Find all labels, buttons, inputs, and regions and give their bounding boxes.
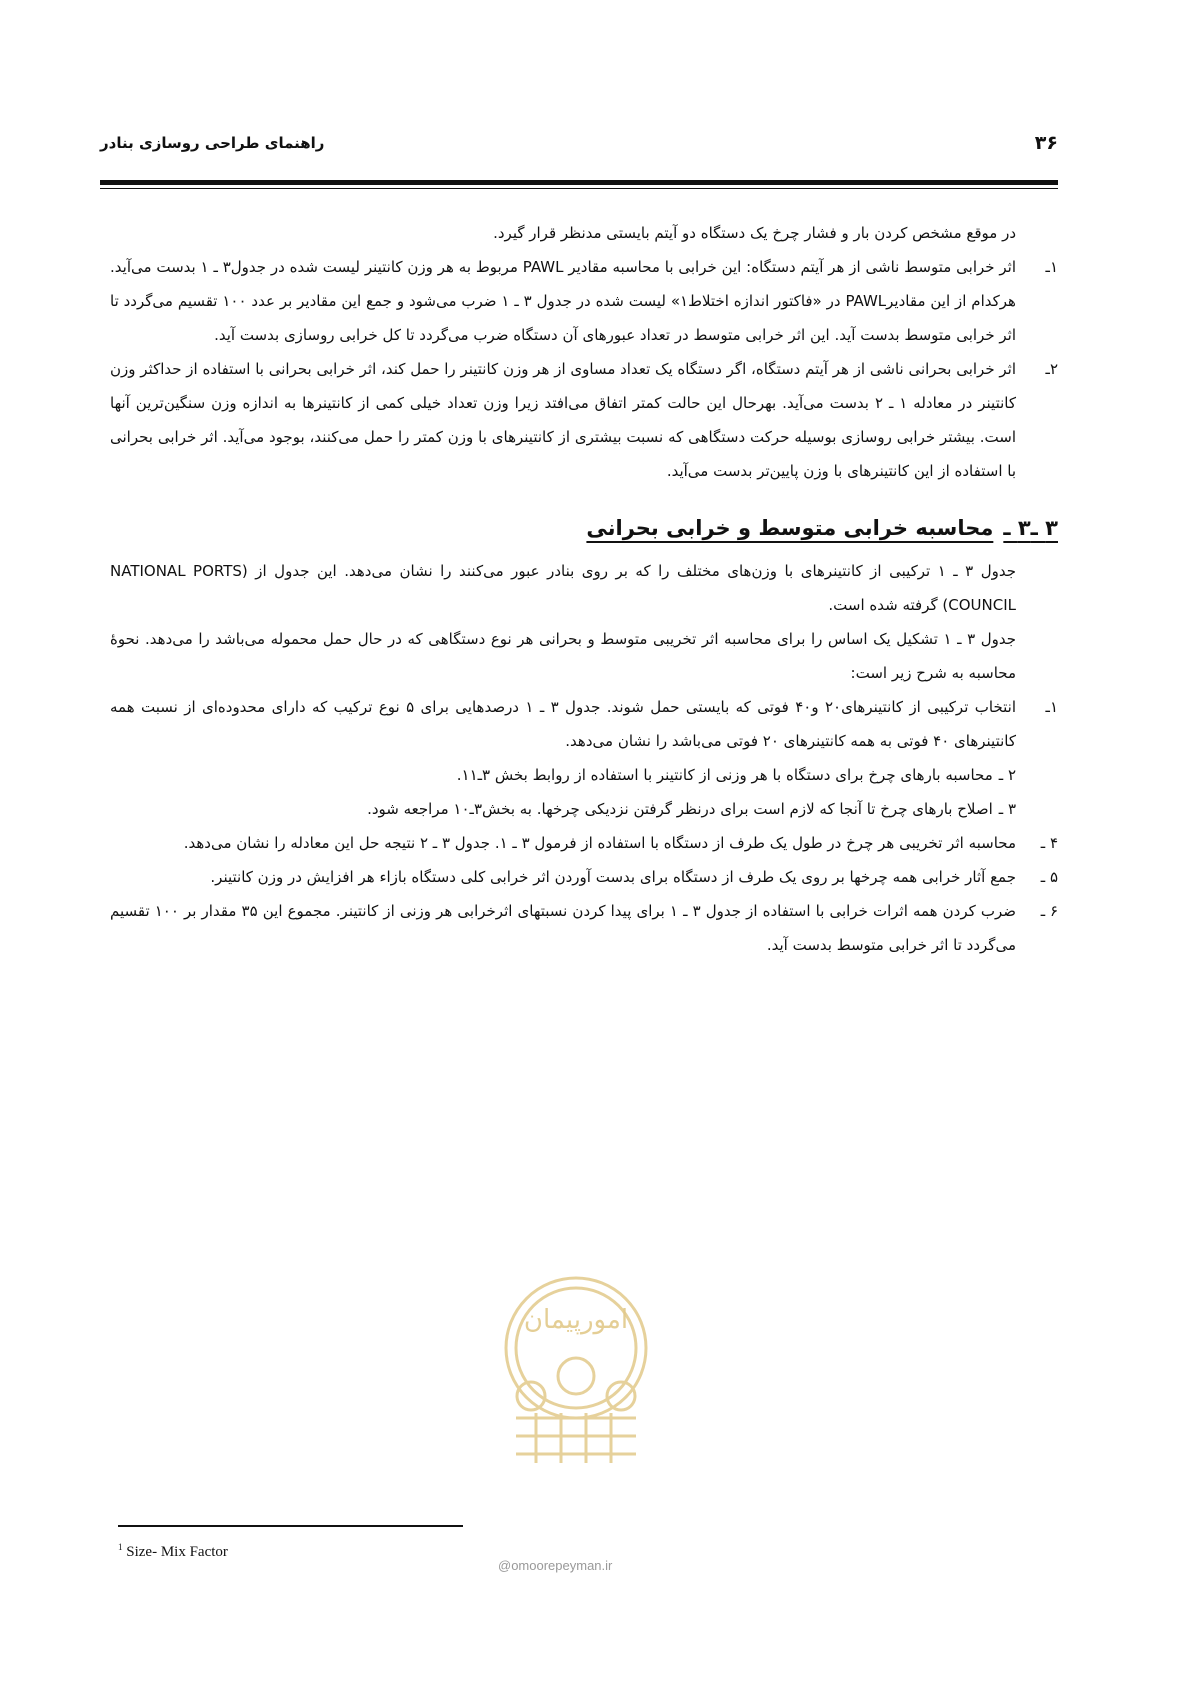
section-title: محاسبه خرابی متوسط و خرابی بحرانی: [586, 516, 994, 540]
list-item-number: ۲ـ: [1045, 360, 1058, 378]
footnote-rule: [118, 1525, 463, 1527]
page-number: ۳۶: [1034, 132, 1058, 154]
step-item-2: [110, 758, 1058, 792]
footnote-marker: 1: [118, 1542, 123, 1552]
step-text: ضرب کردن همه اثرات خرابی با استفاده از جدول ۳ ـ ۱ برای پیدا کردن نسبتهای اثرخرابی هر وزنی از کانتینر. مجموع این ۳۵ مقدار بر ۱۰۰ تقسیم می‌گردد تا اثر خرابی متوسط بدست آید.: [110, 902, 1016, 954]
list-item-2: [110, 352, 1058, 488]
running-header: [100, 128, 1058, 158]
list-item-text: اثر خرابی بحرانی ناشی از هر آیتم دستگاه، اگر دستگاه یک تعداد مساوی از هر وزن کانتینر را حمل کند، اثر خرابی بحرانی با استفاده از حداکثر وزن کانتینر در معادله ۱ ـ ۲ بدست می‌آید. بهرحال این حالت کمتر اتفاق می‌افتد زیرا وزن تعداد خیلی کمی از کانتینرها به اندازه وزن سنگین‌ترین آنها است. بیشتر خرابی روسازی بوسیله حرکت دستگاهی که نسبت بیشتری از کانتینرهای با وزن کمتر را حمل می‌کنند، بوجود می‌آید. اثر خرابی بحرانی با استفاده از این کانتینرهای با وزن پایین‌تر بدست می‌آید.: [110, 360, 1016, 480]
watermark-logo-text: امورپیمان: [523, 1305, 629, 1335]
intro-paragraph: در موقع مشخص کردن بار و فشار چرخ یک دستگاه دو آیتم بایستی مدنظر قرار گیرد.: [493, 224, 1016, 242]
footnote: [118, 1542, 228, 1561]
book-title: راهنمای طراحی روسازی بنادر: [100, 134, 325, 152]
list-item-number: ۱ـ: [1045, 258, 1058, 276]
footnote-text: Size- Mix Factor: [126, 1544, 228, 1560]
section-paragraph-2: جدول ۳ ـ ۱ تشکیل یک اساس را برای محاسبه اثر تخریبی متوسط و بحرانی هر نوع دستگاهی که در حال حمل محموله می‌باشد را می‌دهد. نحوهٔ محاسبه به شرح زیر است:: [110, 630, 1016, 682]
step-text: محاسبه اثر تخریبی هر چرخ در طول یک طرف از دستگاه با استفاده از فرمول ۳ ـ ۱. جدول ۳ ـ ۲ نتیجه حل این معادله را نشان می‌دهد.: [183, 834, 1016, 852]
watermark-website-text: omoorepeyman.ir: [511, 1558, 613, 1573]
step-number: ۳ ـ: [998, 800, 1016, 818]
step-number: ۲ ـ: [998, 766, 1016, 784]
step-number: ۴ ـ: [1040, 834, 1058, 852]
at-icon: @: [498, 1558, 512, 1573]
step-number: ۱ـ: [1045, 698, 1058, 716]
step-text: اصلاح بارهای چرخ تا آنجا که لازم است برای درنظر گرفتن نزدیکی چرخها. به بخش۳ـ۱۰ مراجعه شود.: [367, 800, 993, 818]
step-item-3: [110, 792, 1058, 826]
section-heading: [110, 516, 1058, 540]
header-rule-thick: [100, 180, 1058, 185]
list-item-1: [110, 250, 1058, 352]
header-rule-thin: [100, 188, 1058, 189]
step-text: جمع آثار خرابی همه چرخها بر روی یک طرف از دستگاه برای بدست آوردن اثر خرابی کلی دستگاه بازاء هر افزایش در وزن کانتینر.: [210, 868, 1016, 886]
step-number: ۵ ـ: [1040, 868, 1058, 886]
step-item-5: [110, 860, 1058, 894]
step-item-1: [110, 690, 1058, 758]
watermark-logo: [486, 1268, 666, 1488]
step-item-6: [110, 894, 1058, 962]
step-text: محاسبه بارهای چرخ برای دستگاه با هر وزنی از کانتینر با استفاده از روابط بخش ۳ـ۱۱.: [456, 766, 993, 784]
body-text: [110, 216, 1058, 962]
list-item-text: اثر خرابی متوسط ناشی از هر آیتم دستگاه: این خرابی با محاسبه مقادیر PAWL مربوط به هر وزن کانتینر لیست شده در جدول۳ ـ ۱ بدست می‌آید. هرکدام از این مقادیرPAWL در «فاکتور اندازه اختلاط۱» لیست شده در جدول ۳ ـ ۱ ضرب می‌شود و جمع این مقادیر بر عدد ۱۰۰ تقسیم می‌گردد تا اثر خرابی متوسط بدست آید. این اثر خرابی متوسط در تعداد عبورهای آن دستگاه ضرب می‌گردد تا کل خرابی روسازی بدست آید.: [110, 258, 1016, 344]
section-number: ۳ ـ۳ ـ: [1003, 516, 1058, 540]
step-item-4: [110, 826, 1058, 860]
step-number: ۶ ـ: [1040, 902, 1058, 920]
watermark-website: [498, 1558, 612, 1573]
section-paragraph-1: جدول ۳ ـ ۱ ترکیبی از کانتینرهای با وزن‌های مختلف را که بر روی بنادر عبور می‌کنند را نشان می‌دهد. این جدول از (NATIONAL PORTS COUNCIL) گرفته شده است.: [110, 562, 1017, 614]
step-text: انتخاب ترکیبی از کانتینرهای۲۰ و۴۰ فوتی که بایستی حمل شوند. جدول ۳ ـ ۱ درصدهایی برای ۵ نوع ترکیب که دارای محدوده‌ای از نسبت همه کانتینرهای ۴۰ فوتی به همه کانتینرهای ۲۰ فوتی می‌باشد را نشان می‌دهد.: [110, 698, 1017, 750]
